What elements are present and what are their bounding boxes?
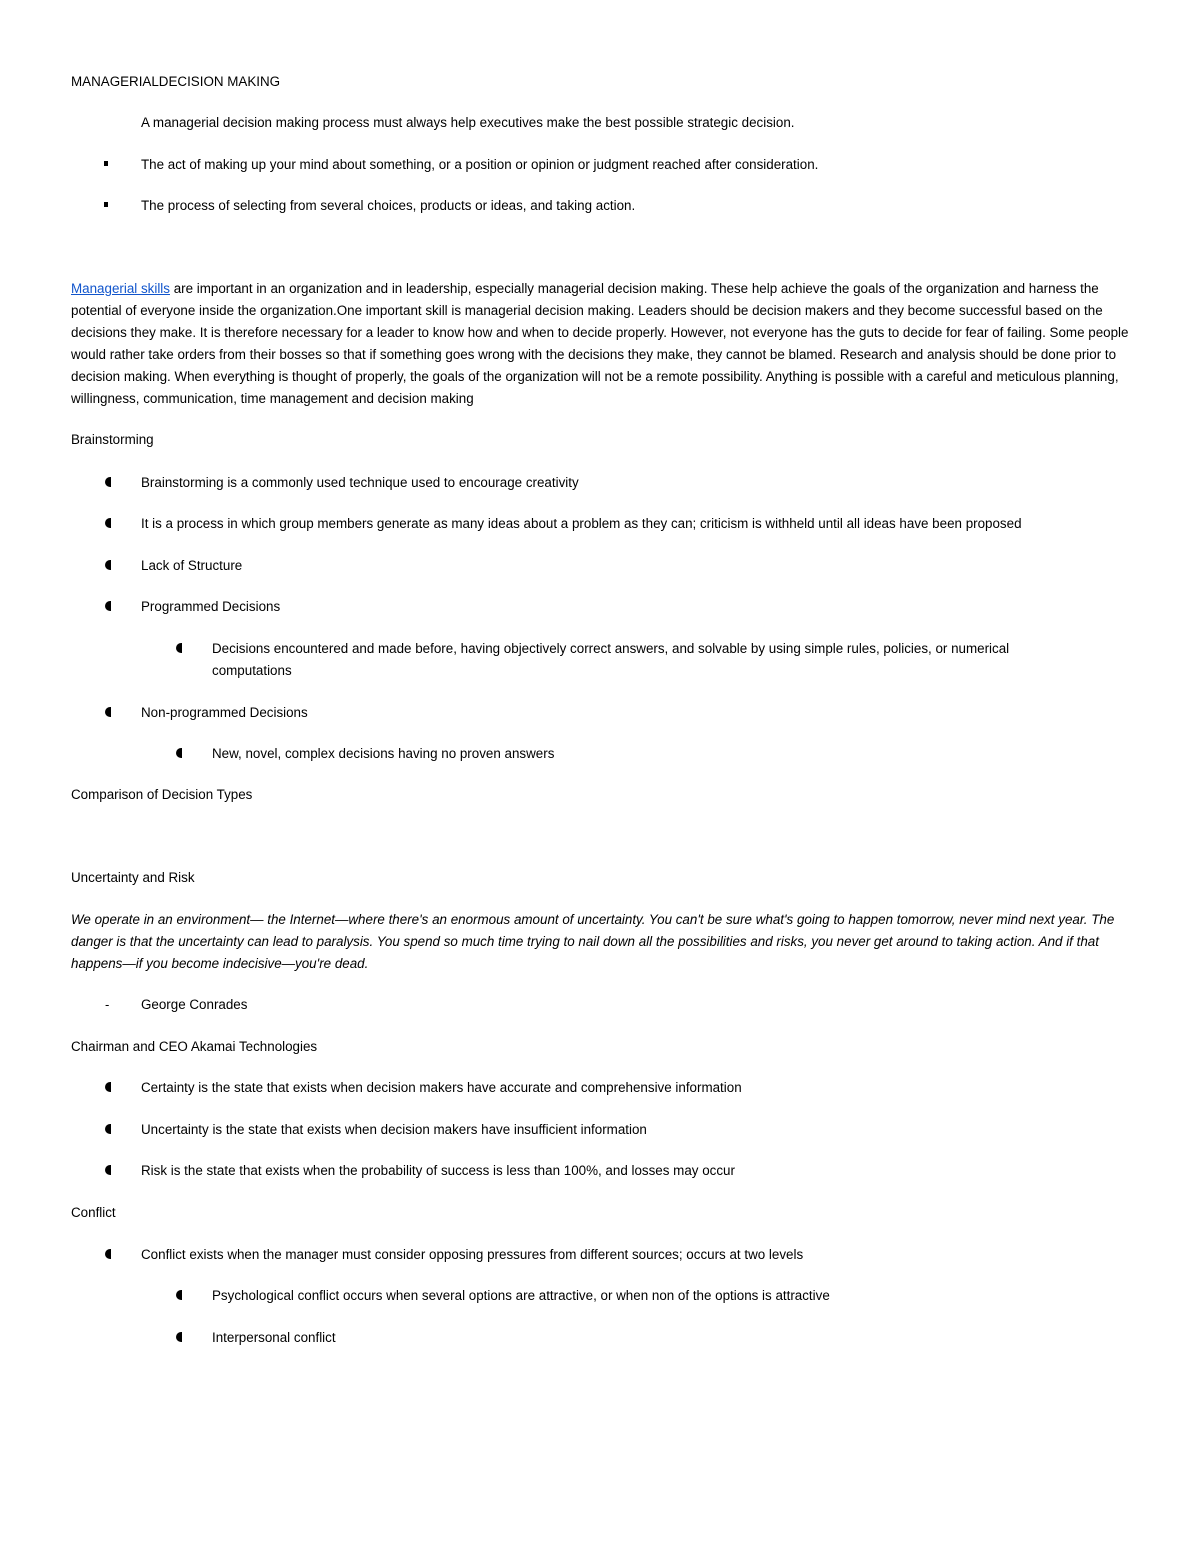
bullet-half-circle-icon <box>105 518 111 528</box>
sub-list-item: Interpersonal conflict <box>212 1330 336 1345</box>
quote-author-title: Chairman and CEO Akamai Technologies <box>71 1039 318 1054</box>
comparison-heading: Comparison of Decision Types <box>71 787 253 802</box>
sub-list-item: Decisions encountered and made before, having objectively correct answers, and solvable by using simple rules, policies, or numerical <box>212 641 1010 656</box>
conflict-heading: Conflict <box>71 1205 116 1220</box>
quote-dash: - <box>105 997 110 1012</box>
skills-paragraph <box>71 278 1131 410</box>
bullet-half-circle-icon <box>105 477 111 487</box>
bullet-half-circle-icon <box>105 560 111 570</box>
list-item: Conflict exists when the manager must consider opposing pressures from different sources; occurs at two levels <box>141 1247 804 1262</box>
list-item: It is a process in which group members generate as many ideas about a problem as they can; criticism is withheld until all ideas have been proposed <box>141 516 1022 531</box>
list-item: Non-programmed Decisions <box>141 705 308 720</box>
bullet-half-circle-icon <box>105 1249 111 1259</box>
list-item: Brainstorming is a commonly used technique used to encourage creativity <box>141 475 579 490</box>
bullet-half-circle-icon <box>176 1332 182 1342</box>
brainstorming-heading: Brainstorming <box>71 432 154 447</box>
bullet-half-circle-icon <box>105 1124 111 1134</box>
list-item: Certainty is the state that exists when decision makers have accurate and comprehensive information <box>141 1080 742 1095</box>
list-item: Programmed Decisions <box>141 599 281 614</box>
list-item: Uncertainty is the state that exists when decision makers have insufficient information <box>141 1122 647 1137</box>
bullet-half-circle-icon <box>105 707 111 717</box>
sub-list-item: Psychological conflict occurs when several options are attractive, or when non of the options is attractive <box>212 1288 830 1303</box>
bullet-square-icon <box>104 202 108 207</box>
skills-paragraph-body: are important in an organization and in leadership, especially managerial decision making. These help achieve the goals of the organization and harness the potential of everyone inside the organization.One important skill is managerial decision making. Leaders should be decision makers and they become successful based on the decisions they make. It is therefore necessary for a leader to know how and when to decide properly. However, not everyone has the guts to decide for fear of failing. Some people would rather take orders from their bosses so that if something goes wrong with the decisions they make, they cannot be blamed. Research and analysis should be done prior to decision making. When everything is thought of properly, the goals of the organization will not be a remote possibility. Anything is possible with a careful and meticulous planning, willingness, communication, time management and decision making <box>71 281 1129 406</box>
bullet-half-circle-icon <box>176 1290 182 1300</box>
bullet-half-circle-icon <box>105 601 111 611</box>
bullet-half-circle-icon <box>176 643 182 653</box>
document-title: MANAGERIALDECISION MAKING <box>71 74 281 89</box>
sub-list-item: New, novel, complex decisions having no proven answers <box>212 746 555 761</box>
intro-text: A managerial decision making process must always help executives make the best possible strategic decision. <box>141 115 795 130</box>
managerial-skills-link[interactable]: Managerial skills <box>71 281 170 296</box>
uncertainty-heading: Uncertainty and Risk <box>71 870 195 885</box>
bullet-half-circle-icon <box>176 748 182 758</box>
bullet-half-circle-icon <box>105 1165 111 1175</box>
quote-paragraph: We operate in an environment— the Internet—where there's an enormous amount of uncertainty. You can't be sure what's going to happen tomorrow, never mind next year. The danger is that the uncertainty can lead to paralysis. You spend so much time trying to nail down all the possibilities and risks, you never get around to taking action. And if that happens—if you become indecisive—you're dead. <box>71 912 1115 971</box>
quote-author: George Conrades <box>141 997 248 1012</box>
definition-item: The process of selecting from several choices, products or ideas, and taking action. <box>141 198 636 213</box>
list-item: Lack of Structure <box>141 558 243 573</box>
list-item: Risk is the state that exists when the probability of success is less than 100%, and losses may occur <box>141 1163 735 1178</box>
sub-list-item-continuation: computations <box>212 663 292 678</box>
bullet-square-icon <box>104 161 108 166</box>
bullet-half-circle-icon <box>105 1082 111 1092</box>
definition-item: The act of making up your mind about something, or a position or opinion or judgment reached after consideration. <box>141 157 819 172</box>
